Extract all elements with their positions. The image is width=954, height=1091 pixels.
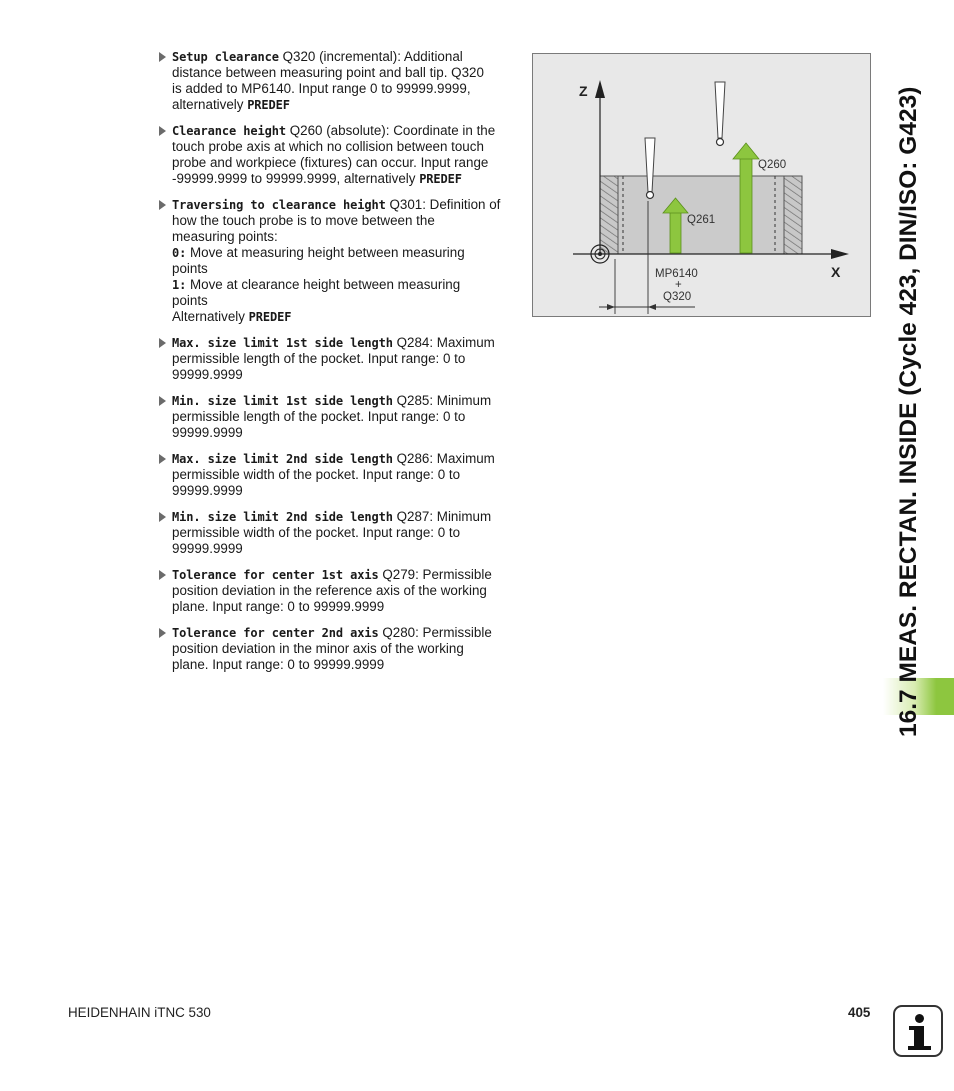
triangle-right-icon <box>159 454 166 464</box>
section-title: 16.7 MEAS. RECTAN. INSIDE (Cycle 423, DIN/ISO: G423) <box>895 86 922 737</box>
param-setup-clearance: Setup clearance Q320 (incremental): Additional distance between measuring point and ball tip. Q320 is added to MP6140. Input range 0 to 99999.9999, alternatively PREDEF <box>159 49 511 113</box>
probe-stylus-high <box>715 82 725 138</box>
probe-diagram <box>532 53 871 317</box>
param-name: Clearance height <box>172 124 286 138</box>
label-plus: + <box>675 279 682 291</box>
page-number: 405 <box>848 1005 871 1020</box>
option-key: 1: <box>172 278 187 292</box>
triangle-right-icon <box>159 512 166 522</box>
triangle-right-icon <box>159 396 166 406</box>
label-mp6140: MP6140 <box>655 268 698 280</box>
workpiece-left-hatch <box>600 176 618 254</box>
param-min-2nd-side: Min. size limit 2nd side length Q287: Minimum permissible width of the pocket. Input range: 0 to 99999.9999 <box>159 509 511 557</box>
probe-diagram-svg <box>533 54 872 318</box>
label-q320: Q320 <box>663 291 692 303</box>
param-max-2nd-side: Max. size limit 2nd side length Q286: Maximum permissible width of the pocket. Input range: 0 to 99999.9999 <box>159 451 511 499</box>
param-name: Min. size limit 1st side length <box>172 394 393 408</box>
info-icon[interactable] <box>893 1005 943 1057</box>
param-tolerance-2nd-axis: Tolerance for center 2nd axis Q280: Permissible position deviation in the minor axis of the working plane. Input range: 0 to 99999.9999 <box>159 625 511 673</box>
z-axis-label: Z <box>579 83 588 99</box>
param-name: Max. size limit 2nd side length <box>172 452 393 466</box>
footer-manual-name: HEIDENHAIN iTNC 530 <box>68 1005 211 1020</box>
z-axis-arrow <box>595 80 605 98</box>
x-axis-arrow <box>831 249 849 259</box>
label-q260: Q260 <box>758 159 787 171</box>
label-q261: Q261 <box>687 214 716 226</box>
predef-keyword: PREDEF <box>419 172 462 186</box>
option-key: 0: <box>172 246 187 260</box>
triangle-right-icon <box>159 570 166 580</box>
param-name: Setup clearance <box>172 50 279 64</box>
triangle-right-icon <box>159 628 166 638</box>
param-name: Min. size limit 2nd side length <box>172 510 393 524</box>
param-traversing-clearance-height: Traversing to clearance height Q301: Definition of how the touch probe is to move between the measuring points: 0: Move at measuring height between measuring points 1: Move at clearance height between measuring points Alternatively PREDEF <box>159 197 511 325</box>
parameter-list <box>159 49 511 683</box>
param-name: Tolerance for center 2nd axis <box>172 626 379 640</box>
param-min-1st-side: Min. size limit 1st side length Q285: Minimum permissible length of the pocket. Input range: 0 to 99999.9999 <box>159 393 511 441</box>
probe-ball-high <box>717 139 724 146</box>
triangle-right-icon <box>159 126 166 136</box>
triangle-right-icon <box>159 52 166 62</box>
param-clearance-height: Clearance height Q260 (absolute): Coordinate in the touch probe axis at which no collision between touch probe and workpiece (fixtures) can occur. Input range -99999.9999 to 99999.9999, alternatively PREDEF <box>159 123 511 187</box>
predef-keyword: PREDEF <box>248 310 292 324</box>
param-name: Traversing to clearance height <box>172 198 386 212</box>
predef-keyword: PREDEF <box>247 98 290 112</box>
param-name: Tolerance for center 1st axis <box>172 568 379 582</box>
workpiece-right-hatch <box>784 176 802 254</box>
x-axis-label: X <box>831 264 841 280</box>
param-name: Max. size limit 1st side length <box>172 336 393 350</box>
triangle-right-icon <box>159 200 166 210</box>
param-max-1st-side: Max. size limit 1st side length Q284: Maximum permissible length of the pocket. Input range: 0 to 99999.9999 <box>159 335 511 383</box>
triangle-right-icon <box>159 338 166 348</box>
section-side-tab <box>883 0 954 740</box>
param-tolerance-1st-axis: Tolerance for center 1st axis Q279: Permissible position deviation in the reference axis of the working plane. Input range: 0 to 99999.9999 <box>159 567 511 615</box>
probe-ball-low <box>647 192 654 199</box>
